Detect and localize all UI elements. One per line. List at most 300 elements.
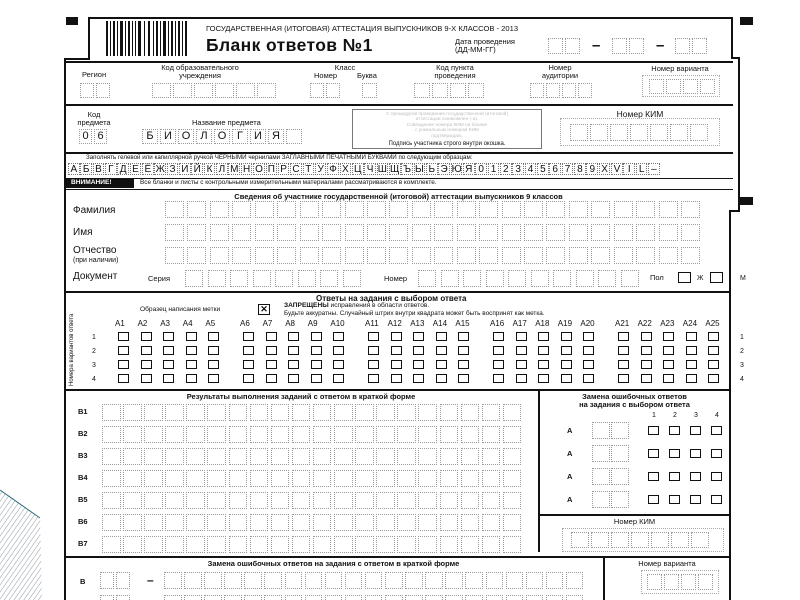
- letter-cell[interactable]: [207, 448, 226, 465]
- letter-cell[interactable]: [345, 572, 363, 589]
- letter-cell[interactable]: [376, 492, 395, 509]
- letter-cell[interactable]: [611, 445, 629, 462]
- answer-checkbox[interactable]: [186, 332, 197, 341]
- letter-cell[interactable]: [123, 514, 142, 531]
- letter-cell[interactable]: [569, 201, 588, 218]
- letter-cell[interactable]: [553, 270, 571, 287]
- letter-cell[interactable]: [271, 536, 290, 553]
- answer-checkbox[interactable]: [413, 360, 424, 369]
- letter-cell[interactable]: [322, 224, 341, 241]
- answer-checkbox[interactable]: [663, 346, 674, 355]
- kim-number-field[interactable]: [560, 118, 720, 146]
- letter-cell[interactable]: [591, 247, 610, 264]
- letter-cell[interactable]: [102, 470, 121, 487]
- letter-cell[interactable]: [334, 448, 353, 465]
- answer-checkbox[interactable]: [368, 360, 379, 369]
- letter-cell[interactable]: [465, 595, 483, 600]
- answer-checkbox[interactable]: [163, 332, 174, 341]
- answer-checkbox[interactable]: [618, 346, 629, 355]
- letter-cell[interactable]: [204, 595, 222, 600]
- answer-checkbox[interactable]: [538, 332, 549, 341]
- answer-checkbox[interactable]: [493, 346, 504, 355]
- letter-cell[interactable]: [503, 404, 522, 421]
- letter-cell[interactable]: [277, 201, 296, 218]
- letter-cell[interactable]: [636, 247, 655, 264]
- answer-checkbox[interactable]: [333, 374, 344, 383]
- answer-checkbox[interactable]: [618, 374, 629, 383]
- letter-cell[interactable]: [186, 492, 205, 509]
- answer-checkbox[interactable]: [208, 346, 219, 355]
- letter-cell[interactable]: [204, 572, 222, 589]
- replace-choice-checkbox[interactable]: [648, 449, 659, 458]
- letter-cell[interactable]: [250, 426, 269, 443]
- letter-cell[interactable]: [123, 426, 142, 443]
- answer-checkbox[interactable]: [368, 332, 379, 341]
- letter-cell[interactable]: [345, 201, 364, 218]
- letter-cell[interactable]: [614, 201, 633, 218]
- letter-cell[interactable]: [506, 572, 524, 589]
- letter-cell[interactable]: [461, 492, 480, 509]
- letter-cell[interactable]: [611, 491, 629, 508]
- letter-cell[interactable]: [502, 224, 521, 241]
- letter-cell[interactable]: [503, 426, 522, 443]
- answer-checkbox[interactable]: [538, 374, 549, 383]
- letter-cell[interactable]: [546, 247, 565, 264]
- letter-cell[interactable]: [165, 514, 184, 531]
- answer-checkbox[interactable]: [118, 332, 129, 341]
- answer-checkbox[interactable]: [163, 346, 174, 355]
- answer-checkbox[interactable]: [413, 374, 424, 383]
- letter-cell[interactable]: [334, 426, 353, 443]
- letter-cell[interactable]: [355, 470, 374, 487]
- letter-cell[interactable]: [165, 448, 184, 465]
- letter-cell[interactable]: [102, 448, 121, 465]
- answer-checkbox[interactable]: [493, 360, 504, 369]
- letter-cell[interactable]: [355, 514, 374, 531]
- answer-checkbox[interactable]: [311, 360, 322, 369]
- letter-cell[interactable]: [389, 247, 408, 264]
- answer-checkbox[interactable]: [243, 346, 254, 355]
- letter-cell[interactable]: [186, 536, 205, 553]
- room-field[interactable]: [530, 83, 594, 98]
- answer-checkbox[interactable]: [641, 374, 652, 383]
- answer-checkbox[interactable]: [186, 346, 197, 355]
- letter-cell[interactable]: [232, 224, 251, 241]
- letter-cell[interactable]: [385, 572, 403, 589]
- letter-cell[interactable]: [313, 514, 332, 531]
- answer-checkbox[interactable]: [186, 374, 197, 383]
- letter-cell[interactable]: [277, 247, 296, 264]
- short-answer-field[interactable]: [102, 492, 524, 509]
- letter-cell[interactable]: [123, 404, 142, 421]
- letter-cell[interactable]: [292, 536, 311, 553]
- letter-cell[interactable]: [367, 224, 386, 241]
- letter-cell[interactable]: [367, 247, 386, 264]
- replace-choice-checkbox[interactable]: [669, 449, 680, 458]
- letter-cell[interactable]: [255, 247, 274, 264]
- replace-choice-checkbox[interactable]: [669, 495, 680, 504]
- letter-cell[interactable]: [418, 270, 436, 287]
- letter-cell[interactable]: [244, 595, 262, 600]
- letter-cell[interactable]: [376, 514, 395, 531]
- letter-cell[interactable]: [418, 536, 437, 553]
- letter-cell[interactable]: [292, 404, 311, 421]
- letter-cell[interactable]: [123, 536, 142, 553]
- letter-cell[interactable]: [418, 492, 437, 509]
- answer-checkbox[interactable]: [391, 360, 402, 369]
- letter-cell[interactable]: [614, 224, 633, 241]
- answer-checkbox[interactable]: [493, 332, 504, 341]
- answer-checkbox[interactable]: [391, 346, 402, 355]
- answer-checkbox[interactable]: [333, 346, 344, 355]
- letter-cell[interactable]: [325, 595, 343, 600]
- letter-cell[interactable]: [503, 470, 522, 487]
- letter-cell[interactable]: [255, 201, 274, 218]
- answer-checkbox[interactable]: [708, 360, 719, 369]
- answer-checkbox[interactable]: [516, 332, 527, 341]
- answer-checkbox[interactable]: [311, 332, 322, 341]
- letter-cell[interactable]: [376, 470, 395, 487]
- letter-cell[interactable]: [397, 492, 416, 509]
- letter-cell[interactable]: [271, 404, 290, 421]
- letter-cell[interactable]: [313, 448, 332, 465]
- letter-cell[interactable]: [144, 514, 163, 531]
- letter-cell[interactable]: [123, 470, 142, 487]
- answer-checkbox[interactable]: [493, 374, 504, 383]
- answer-checkbox[interactable]: [561, 374, 572, 383]
- answer-checkbox[interactable]: [413, 332, 424, 341]
- letter-cell[interactable]: [144, 426, 163, 443]
- letter-cell[interactable]: [412, 224, 431, 241]
- replace-short-task-field-2[interactable]: [100, 595, 132, 600]
- letter-cell[interactable]: [376, 404, 395, 421]
- answer-checkbox[interactable]: [663, 374, 674, 383]
- answer-checkbox[interactable]: [436, 360, 447, 369]
- letter-cell[interactable]: [482, 448, 501, 465]
- letter-cell[interactable]: [229, 514, 248, 531]
- answer-checkbox[interactable]: [141, 360, 152, 369]
- letter-cell[interactable]: [187, 201, 206, 218]
- letter-cell[interactable]: [292, 492, 311, 509]
- letter-cell[interactable]: [224, 595, 242, 600]
- answer-checkbox[interactable]: [516, 374, 527, 383]
- letter-cell[interactable]: [207, 426, 226, 443]
- letter-cell[interactable]: [526, 572, 544, 589]
- letter-cell[interactable]: [502, 247, 521, 264]
- letter-cell[interactable]: [300, 247, 319, 264]
- letter-cell[interactable]: [253, 270, 271, 287]
- letter-cell[interactable]: [486, 572, 504, 589]
- letter-cell[interactable]: [187, 224, 206, 241]
- letter-cell[interactable]: [334, 536, 353, 553]
- letter-cell[interactable]: [186, 426, 205, 443]
- letter-cell[interactable]: [591, 224, 610, 241]
- letter-cell[interactable]: [397, 448, 416, 465]
- answer-checkbox[interactable]: [561, 332, 572, 341]
- replace-short-answer-field[interactable]: [164, 572, 586, 589]
- letter-cell[interactable]: [187, 247, 206, 264]
- letter-cell[interactable]: [165, 470, 184, 487]
- answer-checkbox[interactable]: [458, 360, 469, 369]
- answer-checkbox[interactable]: [266, 346, 277, 355]
- answer-checkbox[interactable]: [583, 346, 594, 355]
- answer-checkbox[interactable]: [118, 346, 129, 355]
- letter-cell[interactable]: [461, 426, 480, 443]
- letter-cell[interactable]: [445, 572, 463, 589]
- short-answer-field[interactable]: [102, 536, 524, 553]
- letter-cell[interactable]: [440, 404, 459, 421]
- document-series-field[interactable]: [185, 270, 365, 287]
- letter-cell[interactable]: [418, 448, 437, 465]
- replace-choice-checkbox[interactable]: [690, 449, 701, 458]
- answer-checkbox[interactable]: [436, 346, 447, 355]
- replace-choice-checkbox[interactable]: [648, 495, 659, 504]
- letter-cell[interactable]: [397, 470, 416, 487]
- replace-choice-checkbox[interactable]: [669, 426, 680, 435]
- letter-cell[interactable]: [164, 595, 182, 600]
- answer-checkbox[interactable]: [368, 374, 379, 383]
- letter-cell[interactable]: [229, 448, 248, 465]
- letter-cell[interactable]: [210, 201, 229, 218]
- letter-cell[interactable]: [292, 470, 311, 487]
- document-number-field[interactable]: [418, 270, 643, 287]
- letter-cell[interactable]: [440, 536, 459, 553]
- date-year-field[interactable]: [675, 38, 709, 54]
- letter-cell[interactable]: [277, 224, 296, 241]
- letter-cell[interactable]: [144, 492, 163, 509]
- letter-cell[interactable]: [569, 247, 588, 264]
- letter-cell[interactable]: [123, 448, 142, 465]
- letter-cell[interactable]: [614, 247, 633, 264]
- letter-cell[interactable]: [412, 201, 431, 218]
- letter-cell[interactable]: [313, 470, 332, 487]
- short-answer-field[interactable]: [102, 470, 524, 487]
- answer-checkbox[interactable]: [141, 346, 152, 355]
- replace-choice-checkbox[interactable]: [690, 495, 701, 504]
- letter-cell[interactable]: [479, 247, 498, 264]
- letter-cell[interactable]: [681, 201, 700, 218]
- letter-cell[interactable]: [264, 595, 282, 600]
- letter-cell[interactable]: [207, 470, 226, 487]
- letter-cell[interactable]: [305, 595, 323, 600]
- surname-field[interactable]: [165, 201, 704, 218]
- answer-checkbox[interactable]: [458, 346, 469, 355]
- answer-checkbox[interactable]: [333, 360, 344, 369]
- letter-cell[interactable]: [486, 270, 504, 287]
- letter-cell[interactable]: [165, 426, 184, 443]
- letter-cell[interactable]: [345, 595, 363, 600]
- letter-cell[interactable]: [482, 514, 501, 531]
- replace-choice-checkbox[interactable]: [711, 449, 722, 458]
- letter-cell[interactable]: [313, 492, 332, 509]
- letter-cell[interactable]: [482, 426, 501, 443]
- letter-cell[interactable]: [207, 404, 226, 421]
- answer-checkbox[interactable]: [583, 360, 594, 369]
- answer-checkbox[interactable]: [538, 360, 549, 369]
- letter-cell[interactable]: [412, 247, 431, 264]
- class-letter-field[interactable]: [362, 83, 379, 98]
- letter-cell[interactable]: [313, 426, 332, 443]
- replace-choice-task-field[interactable]: [592, 422, 630, 439]
- letter-cell[interactable]: [271, 426, 290, 443]
- answer-checkbox[interactable]: [186, 360, 197, 369]
- letter-cell[interactable]: [255, 224, 274, 241]
- replace-choice-task-field[interactable]: [592, 468, 630, 485]
- letter-cell[interactable]: [385, 595, 403, 600]
- letter-cell[interactable]: [546, 595, 564, 600]
- letter-cell[interactable]: [479, 201, 498, 218]
- letter-cell[interactable]: [503, 536, 522, 553]
- letter-cell[interactable]: [355, 448, 374, 465]
- date-day-field[interactable]: [548, 38, 582, 54]
- letter-cell[interactable]: [355, 404, 374, 421]
- letter-cell[interactable]: [524, 224, 543, 241]
- letter-cell[interactable]: [334, 492, 353, 509]
- letter-cell[interactable]: [482, 470, 501, 487]
- letter-cell[interactable]: [102, 514, 121, 531]
- letter-cell[interactable]: [250, 514, 269, 531]
- letter-cell[interactable]: [320, 270, 338, 287]
- letter-cell[interactable]: [186, 470, 205, 487]
- letter-cell[interactable]: [440, 514, 459, 531]
- answer-checkbox[interactable]: [561, 346, 572, 355]
- subject-name-field[interactable]: [142, 129, 304, 144]
- answer-checkbox[interactable]: [118, 374, 129, 383]
- subject-code-field[interactable]: [79, 129, 109, 144]
- short-answer-field[interactable]: [102, 426, 524, 443]
- letter-cell[interactable]: [503, 448, 522, 465]
- letter-cell[interactable]: [292, 448, 311, 465]
- answer-checkbox[interactable]: [163, 374, 174, 383]
- letter-cell[interactable]: [546, 224, 565, 241]
- letter-cell[interactable]: [440, 448, 459, 465]
- letter-cell[interactable]: [457, 201, 476, 218]
- replace-short-answer-field-2[interactable]: [164, 595, 586, 600]
- answer-checkbox[interactable]: [141, 332, 152, 341]
- answer-checkbox[interactable]: [311, 346, 322, 355]
- variant-field-2[interactable]: [641, 570, 719, 594]
- letter-cell[interactable]: [611, 468, 629, 485]
- answer-checkbox[interactable]: [266, 374, 277, 383]
- letter-cell[interactable]: [389, 224, 408, 241]
- letter-cell[interactable]: [207, 492, 226, 509]
- letter-cell[interactable]: [659, 247, 678, 264]
- answer-checkbox[interactable]: [641, 332, 652, 341]
- letter-cell[interactable]: [376, 448, 395, 465]
- answer-checkbox[interactable]: [561, 360, 572, 369]
- letter-cell[interactable]: [397, 404, 416, 421]
- answer-checkbox[interactable]: [516, 360, 527, 369]
- replace-choice-task-field[interactable]: [592, 445, 630, 462]
- letter-cell[interactable]: [461, 514, 480, 531]
- answer-checkbox[interactable]: [333, 332, 344, 341]
- letter-cell[interactable]: [343, 270, 361, 287]
- letter-cell[interactable]: [479, 224, 498, 241]
- letter-cell[interactable]: [250, 536, 269, 553]
- letter-cell[interactable]: [355, 536, 374, 553]
- answer-checkbox[interactable]: [243, 332, 254, 341]
- letter-cell[interactable]: [224, 572, 242, 589]
- name-field[interactable]: [165, 224, 704, 241]
- letter-cell[interactable]: [165, 201, 184, 218]
- letter-cell[interactable]: [546, 201, 565, 218]
- letter-cell[interactable]: [298, 270, 316, 287]
- letter-cell[interactable]: [508, 270, 526, 287]
- letter-cell[interactable]: [440, 492, 459, 509]
- letter-cell[interactable]: [465, 572, 483, 589]
- letter-cell[interactable]: [457, 247, 476, 264]
- answer-checkbox[interactable]: [311, 374, 322, 383]
- letter-cell[interactable]: [440, 426, 459, 443]
- letter-cell[interactable]: [229, 492, 248, 509]
- answer-checkbox[interactable]: [538, 346, 549, 355]
- letter-cell[interactable]: [592, 422, 610, 439]
- letter-cell[interactable]: [229, 404, 248, 421]
- answer-checkbox[interactable]: [288, 332, 299, 341]
- letter-cell[interactable]: [482, 492, 501, 509]
- answer-checkbox[interactable]: [288, 374, 299, 383]
- short-answer-field[interactable]: [102, 514, 524, 531]
- letter-cell[interactable]: [461, 536, 480, 553]
- letter-cell[interactable]: [566, 572, 584, 589]
- letter-cell[interactable]: [463, 270, 481, 287]
- letter-cell[interactable]: [636, 224, 655, 241]
- answer-checkbox[interactable]: [141, 374, 152, 383]
- letter-cell[interactable]: [165, 224, 184, 241]
- letter-cell[interactable]: [232, 201, 251, 218]
- replace-short-task-field[interactable]: [100, 572, 132, 589]
- letter-cell[interactable]: [681, 224, 700, 241]
- letter-cell[interactable]: [659, 224, 678, 241]
- letter-cell[interactable]: [186, 514, 205, 531]
- letter-cell[interactable]: [144, 448, 163, 465]
- replace-choice-checkbox[interactable]: [669, 472, 680, 481]
- letter-cell[interactable]: [611, 422, 629, 439]
- date-month-field[interactable]: [612, 38, 646, 54]
- answer-checkbox[interactable]: [368, 346, 379, 355]
- letter-cell[interactable]: [531, 270, 549, 287]
- exam-point-field[interactable]: [414, 83, 486, 98]
- letter-cell[interactable]: [425, 572, 443, 589]
- letter-cell[interactable]: [434, 224, 453, 241]
- letter-cell[interactable]: [334, 470, 353, 487]
- letter-cell[interactable]: [102, 536, 121, 553]
- letter-cell[interactable]: [397, 426, 416, 443]
- letter-cell[interactable]: [313, 404, 332, 421]
- letter-cell[interactable]: [250, 404, 269, 421]
- letter-cell[interactable]: [292, 426, 311, 443]
- letter-cell[interactable]: [185, 270, 203, 287]
- letter-cell[interactable]: [164, 572, 182, 589]
- answer-checkbox[interactable]: [663, 360, 674, 369]
- answer-checkbox[interactable]: [641, 360, 652, 369]
- letter-cell[interactable]: [210, 247, 229, 264]
- letter-cell[interactable]: [461, 470, 480, 487]
- letter-cell[interactable]: [345, 224, 364, 241]
- answer-checkbox[interactable]: [663, 332, 674, 341]
- letter-cell[interactable]: [503, 492, 522, 509]
- letter-cell[interactable]: [434, 247, 453, 264]
- region-field[interactable]: [80, 83, 112, 98]
- letter-cell[interactable]: [229, 470, 248, 487]
- answer-checkbox[interactable]: [436, 332, 447, 341]
- letter-cell[interactable]: [659, 201, 678, 218]
- answer-checkbox[interactable]: [243, 374, 254, 383]
- letter-cell[interactable]: [506, 595, 524, 600]
- answer-checkbox[interactable]: [618, 332, 629, 341]
- letter-cell[interactable]: [524, 247, 543, 264]
- answer-checkbox[interactable]: [266, 360, 277, 369]
